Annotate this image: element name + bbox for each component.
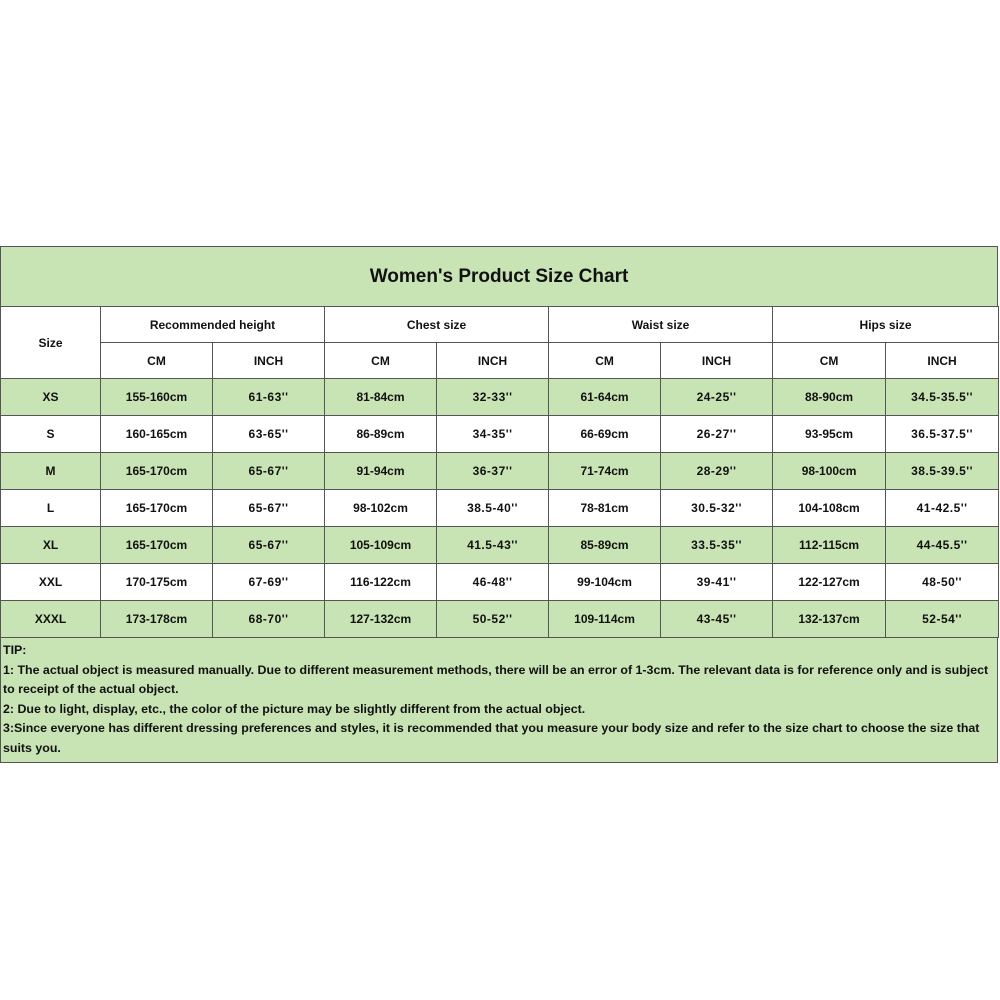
hips-cm-cell: 88-90cm	[773, 379, 886, 416]
height-header: Recommended height	[101, 307, 325, 343]
chest-inch-cell: 41.5-43''	[437, 527, 549, 564]
waist-inch-cell: 26-27''	[661, 416, 773, 453]
hips-inch-cell: 52-54''	[886, 601, 999, 638]
size-cell: M	[1, 453, 101, 490]
tip-line: 2: Due to light, display, etc., the color of the picture may be slightly different from the actual object.	[3, 701, 586, 716]
waist-inch-cell: 24-25''	[661, 379, 773, 416]
hips-inch-cell: 38.5-39.5''	[886, 453, 999, 490]
waist-cm-cell: 99-104cm	[549, 564, 661, 601]
hips-cm-cell: 132-137cm	[773, 601, 886, 638]
tips-heading: TIP:	[3, 643, 27, 657]
chest-cm-cell: 81-84cm	[325, 379, 437, 416]
size-cell: L	[1, 490, 101, 527]
hips-cm-cell: 112-115cm	[773, 527, 886, 564]
hips-inch-cell: 48-50''	[886, 564, 999, 601]
hips-inch-cell: 41-42.5''	[886, 490, 999, 527]
chest-header: Chest size	[325, 307, 549, 343]
waist-inch-cell: 39-41''	[661, 564, 773, 601]
table-body	[1, 379, 999, 638]
table-row	[1, 416, 999, 453]
height-cm-cell: 173-178cm	[101, 601, 213, 638]
hips-cm-cell: 104-108cm	[773, 490, 886, 527]
chest-inch-header: INCH	[437, 343, 549, 379]
waist-cm-cell: 85-89cm	[549, 527, 661, 564]
chest-inch-cell: 36-37''	[437, 453, 549, 490]
tips-section	[0, 638, 998, 763]
table-row	[1, 564, 999, 601]
waist-inch-cell: 30.5-32''	[661, 490, 773, 527]
waist-cm-cell: 71-74cm	[549, 453, 661, 490]
hips-inch-cell: 34.5-35.5''	[886, 379, 999, 416]
hips-header: Hips size	[773, 307, 999, 343]
table-row	[1, 490, 999, 527]
hips-cm-cell: 122-127cm	[773, 564, 886, 601]
height-inch-cell: 63-65''	[213, 416, 325, 453]
chest-inch-cell: 50-52''	[437, 601, 549, 638]
header-group-row	[1, 307, 999, 343]
chest-inch-cell: 38.5-40''	[437, 490, 549, 527]
size-chart	[0, 246, 998, 763]
chest-inch-cell: 46-48''	[437, 564, 549, 601]
table-row	[1, 379, 999, 416]
chest-inch-cell: 32-33''	[437, 379, 549, 416]
chest-cm-cell: 91-94cm	[325, 453, 437, 490]
height-cm-cell: 165-170cm	[101, 453, 213, 490]
size-cell: XXL	[1, 564, 101, 601]
height-cm-cell: 165-170cm	[101, 490, 213, 527]
hips-cm-header: CM	[773, 343, 886, 379]
size-cell: S	[1, 416, 101, 453]
table-row	[1, 453, 999, 490]
size-cell: XL	[1, 527, 101, 564]
size-cell: XS	[1, 379, 101, 416]
height-inch-cell: 65-67''	[213, 453, 325, 490]
hips-inch-cell: 44-45.5''	[886, 527, 999, 564]
height-cm-header: CM	[101, 343, 213, 379]
waist-cm-cell: 78-81cm	[549, 490, 661, 527]
size-cell: XXXL	[1, 601, 101, 638]
height-inch-cell: 68-70''	[213, 601, 325, 638]
table-row	[1, 527, 999, 564]
height-inch-cell: 61-63''	[213, 379, 325, 416]
chest-cm-cell: 86-89cm	[325, 416, 437, 453]
height-inch-cell: 65-67''	[213, 527, 325, 564]
waist-cm-cell: 109-114cm	[549, 601, 661, 638]
waist-inch-cell: 43-45''	[661, 601, 773, 638]
waist-inch-cell: 28-29''	[661, 453, 773, 490]
chart-title-bar	[0, 246, 998, 306]
chest-cm-cell: 127-132cm	[325, 601, 437, 638]
height-cm-cell: 155-160cm	[101, 379, 213, 416]
size-header: Size	[1, 307, 101, 379]
height-inch-cell: 65-67''	[213, 490, 325, 527]
chest-inch-cell: 34-35''	[437, 416, 549, 453]
table-row	[1, 601, 999, 638]
hips-cm-cell: 98-100cm	[773, 453, 886, 490]
height-inch-header: INCH	[213, 343, 325, 379]
hips-cm-cell: 93-95cm	[773, 416, 886, 453]
chest-cm-cell: 105-109cm	[325, 527, 437, 564]
tip-line: 3:Since everyone has different dressing preferences and styles, it is recommended that you measure your body size and refer to the size chart to choose the size that suits you.	[3, 721, 980, 755]
height-inch-cell: 67-69''	[213, 564, 325, 601]
hips-inch-cell: 36.5-37.5''	[886, 416, 999, 453]
table-header	[1, 307, 999, 379]
waist-cm-cell: 61-64cm	[549, 379, 661, 416]
waist-cm-header: CM	[549, 343, 661, 379]
height-cm-cell: 170-175cm	[101, 564, 213, 601]
height-cm-cell: 165-170cm	[101, 527, 213, 564]
size-table	[0, 306, 999, 638]
chest-cm-header: CM	[325, 343, 437, 379]
chest-cm-cell: 116-122cm	[325, 564, 437, 601]
chest-cm-cell: 98-102cm	[325, 490, 437, 527]
waist-cm-cell: 66-69cm	[549, 416, 661, 453]
waist-inch-header: INCH	[661, 343, 773, 379]
chart-title: Women's Product Size Chart	[369, 265, 629, 287]
waist-header: Waist size	[549, 307, 773, 343]
hips-inch-header: INCH	[886, 343, 999, 379]
height-cm-cell: 160-165cm	[101, 416, 213, 453]
header-unit-row	[1, 343, 999, 379]
waist-inch-cell: 33.5-35''	[661, 527, 773, 564]
tip-line: 1: The actual object is measured manually. Due to different measurement methods, there will be an error of 1-3cm. The relevant data is for reference only and is subject to receipt of the actual object.	[3, 662, 989, 696]
